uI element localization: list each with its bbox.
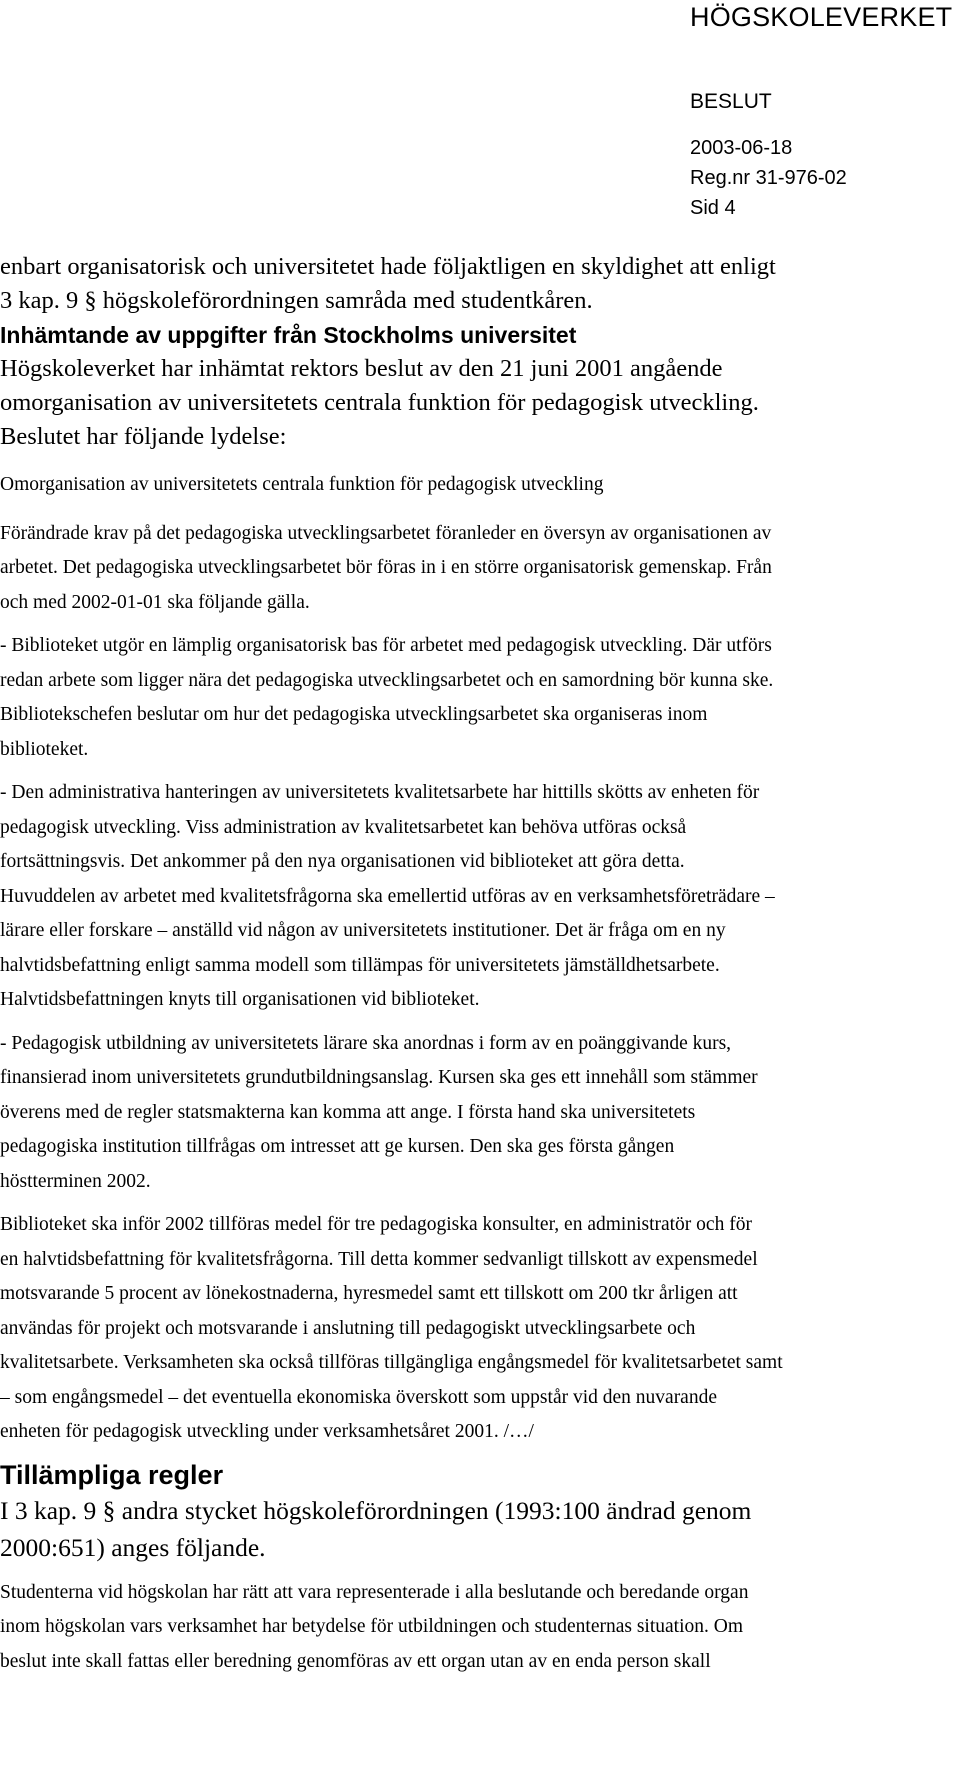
text-line: Halvtidsbefattningen knyts till organisationen vid biblioteket.: [0, 989, 480, 1010]
text-line: en halvtidsbefattning för kvalitetsfrågorna. Till detta kommer sedvanligt tillskott av expensmedel: [0, 1248, 758, 1270]
registration-number: Reg.nr 31-976-02: [690, 167, 847, 189]
quoted-paragraph-5: [0, 1208, 958, 1450]
quoted-paragraph-4: [0, 1027, 958, 1200]
text-line: omorganisation av universitetets centrala funktion för pedagogisk utveckling.: [0, 389, 759, 416]
quoted-decision-title: Omorganisation av universitetets centrala funktion för pedagogisk utveckling: [0, 474, 604, 495]
text-line: – som engångsmedel – det eventuella ekonomiska överskott som uppstår vid den nuvarande: [0, 1386, 717, 1408]
text-line: 2000:651) anges följande.: [0, 1532, 266, 1562]
text-line: biblioteket.: [0, 738, 89, 760]
text-line: kvalitetsarbete. Verksamheten ska också tillföras tillgängliga engångsmedel för kvalitetsarbetet samt: [0, 1352, 783, 1373]
text-line: fortsättningsvis. Det ankommer på den nya organisationen vid biblioteket att göra detta.: [0, 851, 685, 872]
text-line: beslut inte skall fattas eller beredning genomföras av ett organ utan av en enda person skall: [0, 1650, 711, 1672]
page-number: Sid 4: [690, 197, 736, 219]
quoted-regulation-text: [0, 1576, 958, 1680]
text-line: arbetet. Det pedagogiska utvecklingsarbetet bör föras in i en större organisatorisk gemenskap. Från: [0, 557, 772, 578]
intro-paragraph: [0, 250, 958, 318]
text-line: halvtidsbefattning enligt samma modell som tillämpas för universitetets jämställdhetsarbete.: [0, 954, 720, 976]
text-line: Bibliotekschefen beslutar om hur det pedagogiska utvecklingsarbetet ska organiseras inom: [0, 704, 708, 725]
text-line: inom högskolan vars verksamhet har betydelse för utbildningen och studenternas situation. Om: [0, 1616, 744, 1637]
text-line: lärare eller forskare – anställd vid någon av universitetets institutioner. Det är fråga om en ny: [0, 920, 726, 941]
text-line: överens med de regler statsmakterna kan komma att ange. I första hand ska universitetets: [0, 1101, 696, 1123]
document-body: [0, 250, 958, 1679]
quoted-paragraph-1: [0, 517, 958, 621]
text-line: pedagogisk utveckling. Viss administration av kvalitetsarbetet kan behöva utföras också: [0, 816, 687, 838]
applicable-rules-heading: Tillämpliga regler: [0, 1459, 224, 1490]
text-line: enbart organisatorisk och universitetet hade följaktligen en skyldighet att enligt: [0, 253, 776, 280]
text-line: och med 2002-01-01 ska följande gälla.: [0, 591, 310, 613]
text-line: redan arbete som ligger nära det pedagogiska utvecklingsarbetet och en samordning bör kunna ske.: [0, 669, 774, 691]
text-line: höstterminen 2002.: [0, 1170, 151, 1192]
document-type: BESLUT: [690, 90, 772, 113]
text-line: I 3 kap. 9 § andra stycket högskoleförordningen (1993:100 ändrad genom: [0, 1495, 752, 1525]
document-date: 2003-06-18: [690, 137, 793, 159]
text-line: Biblioteket ska inför 2002 tillföras medel för tre pedagogiska konsulter, en administratör och för: [0, 1214, 752, 1235]
text-line: pedagogiska institution tillfrågas om intresset att ge kursen. Den ska ges första gången: [0, 1136, 675, 1157]
quoted-paragraph-2: [0, 629, 958, 767]
section-heading: Inhämtande av uppgifter från Stockholms universitet: [0, 322, 577, 348]
text-line: Förändrade krav på det pedagogiska utvecklingsarbetet föranleder en översyn av organisationen av: [0, 522, 772, 544]
text-line: motsvarande 5 procent av lönekostnaderna, hyresmedel samt ett tillskott om 200 tkr årligen att: [0, 1283, 738, 1304]
text-line: Högskoleverket har inhämtat rektors beslut av den 21 juni 2001 angående: [0, 355, 723, 382]
text-line: - Pedagogisk utbildning av universitetets lärare ska anordnas i form av en poänggivande kurs,: [0, 1032, 732, 1054]
rule-reference: [0, 1492, 958, 1566]
text-line: 3 kap. 9 § högskoleförordningen samråda med studentkåren.: [0, 287, 593, 314]
text-line: Huvuddelen av arbetet med kvalitetsfrågorna ska emellertid utföras av en verksamhetsföreträdare –: [0, 885, 775, 907]
section-paragraph: [0, 352, 958, 454]
text-line: finansierad inom universitetets grundutbildningsanslag. Kursen ska ges ett innehåll som stämmer: [0, 1067, 758, 1088]
agency-name: HÖGSKOLEVERKET: [690, 2, 953, 32]
quoted-paragraph-3: [0, 776, 958, 1018]
text-line: - Biblioteket utgör en lämplig organisatorisk bas för arbetet med pedagogisk utveckling. Där utförs: [0, 635, 772, 656]
text-line: användas för projekt och motsvarande i anslutning till pedagogiskt utvecklingsarbete och: [0, 1317, 696, 1339]
text-line: - Den administrativa hanteringen av universitetets kvalitetsarbete har hittills skötts av enheten för: [0, 782, 760, 803]
text-line: Beslutet har följande lydelse:: [0, 423, 287, 450]
text-line: enheten för pedagogisk utveckling under verksamhetsåret 2001. /…/: [0, 1421, 534, 1442]
text-line: Studenterna vid högskolan har rätt att vara representerade i alla beslutande och beredande organ: [0, 1581, 749, 1603]
